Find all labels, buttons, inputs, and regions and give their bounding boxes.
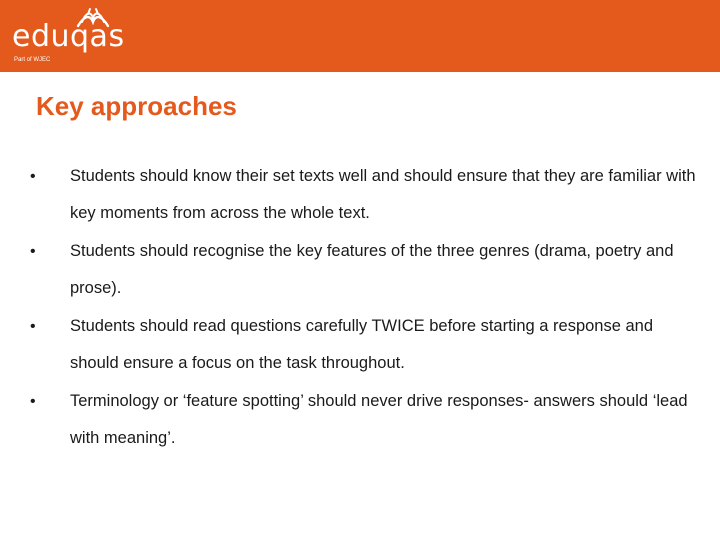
bullet-marker: • — [30, 318, 36, 335]
slide-title: Key approaches — [36, 91, 237, 121]
bullet-text: Students should know their set texts well and should ensure that they are familiar with key moments from across the whole text. — [70, 167, 696, 222]
list-item — [30, 308, 700, 382]
logo-tagline: Part of WJEC — [14, 57, 51, 63]
bullet-list — [30, 158, 700, 458]
list-item — [30, 383, 700, 457]
header-bar — [0, 0, 720, 72]
eduqas-logo — [12, 8, 125, 66]
bullet-marker: • — [30, 168, 36, 185]
list-item — [30, 233, 700, 307]
bullet-text: Students should read questions carefully TWICE before starting a response and should ensure a focus on the task throughout. — [70, 317, 654, 372]
list-item — [30, 158, 700, 232]
bullet-marker: • — [30, 393, 36, 410]
logo-wordmark: eduqas — [12, 19, 125, 54]
bullet-text: Terminology or ‘feature spotting’ should never drive responses- answers should ‘lead with meaning’. — [70, 392, 688, 447]
bullet-text: Students should recognise the key features of the three genres (drama, poetry and prose). — [70, 242, 674, 297]
bullet-marker: • — [30, 243, 36, 260]
